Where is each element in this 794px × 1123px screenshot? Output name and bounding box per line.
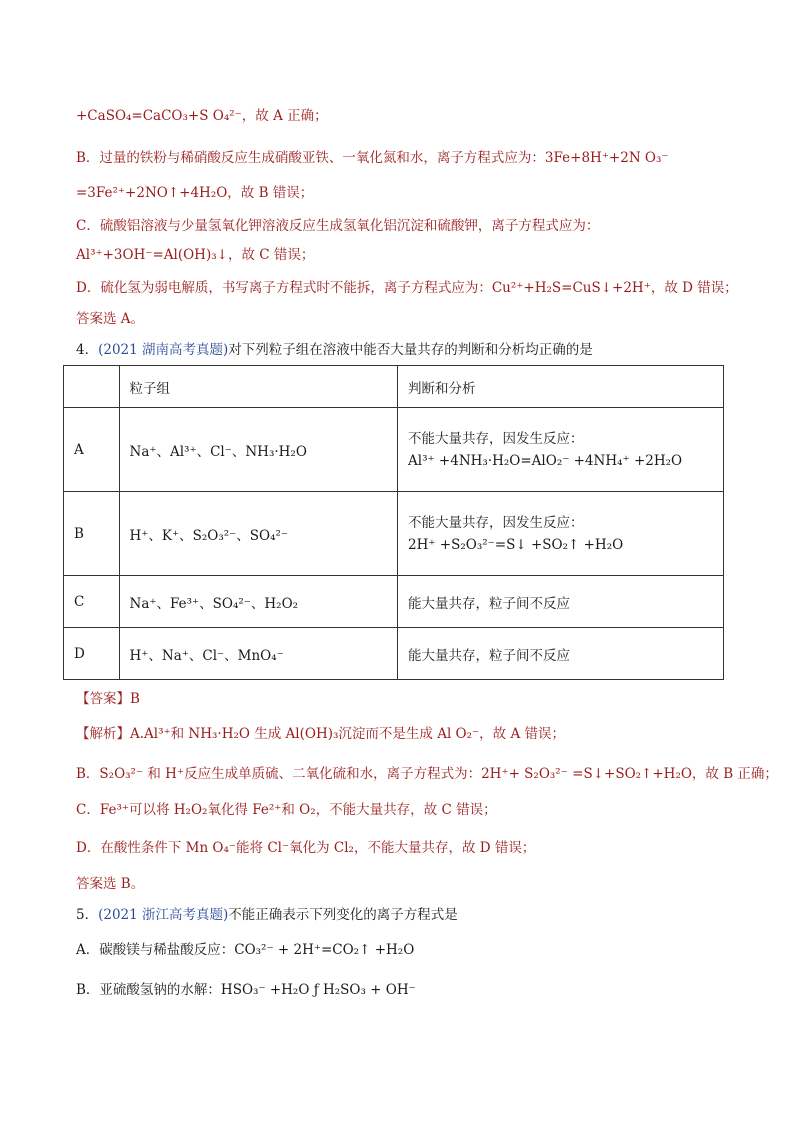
- question-text: 对下列粒子组在溶液中能否大量共存的判断和分析均正确的是: [228, 342, 593, 358]
- judgement-cell: [398, 492, 724, 576]
- answer-label: 【答案】: [76, 691, 130, 707]
- text-line-6: D．硫化氢为弱电解质，书写离子方程式时不能拆，离子方程式应为：Cu²⁺+H₂S=CuS↓+2H⁺，故 D 错误；: [76, 280, 738, 296]
- particle-group: Na⁺、Al³⁺、Cl⁻、NH₃·H₂O: [119, 408, 398, 492]
- table-header-particles: 粒子组: [119, 366, 398, 408]
- judgement-text: 不能大量共存，因发生反应：: [408, 514, 584, 531]
- analysis-a-text: A.Al³⁺和 NH₃·H₂O 生成 Al(OH)₃沉淀而不是生成 Al O₂⁻，故 A 错误；: [130, 726, 565, 742]
- q5-option-b: B．亚硫酸氢钠的水解：HSO₃⁻ +H₂O ƒ H₂SO₃ + OH⁻: [76, 982, 416, 998]
- table-header-empty: [64, 366, 120, 408]
- table-header-judgement: 判断和分析: [398, 366, 724, 408]
- text-line-3: =3Fe²⁺+2NO↑+4H₂O，故 B 错误；: [76, 185, 314, 201]
- question-4-stem: [76, 340, 593, 360]
- answer-value: B: [130, 691, 140, 707]
- analysis-d: D．在酸性条件下 Mn O₄⁻能将 Cl⁻氧化为 Cl₂，不能大量共存，故 D 错误；: [76, 840, 536, 856]
- analysis-c: C．Fe³⁺可以将 H₂O₂氧化得 Fe²⁺和 O₂，不能大量共存，故 C 错误；: [76, 802, 497, 818]
- text-line-7: 答案选 A。: [76, 311, 145, 327]
- table-row: [64, 628, 724, 680]
- reaction-equation: Al³⁺ +4NH₃·H₂O=AlO₂⁻ +4NH₄⁺ +2H₂O: [408, 452, 683, 469]
- question-number: 4．: [76, 342, 99, 358]
- text-line-1: +CaSO₄=CaCO₃+S O₄²⁻，故 A 正确；: [76, 108, 328, 124]
- particle-table: [63, 365, 724, 680]
- option-label: B: [64, 492, 120, 576]
- text-line-4: C．硫酸铝溶液与少量氢氧化钾溶液反应生成氢氧化铝沉淀和硫酸钾，离子方程式应为：: [76, 218, 600, 234]
- text-line-5: Al³⁺+3OH⁻=Al(OH)₃↓，故 C 错误；: [76, 247, 315, 263]
- particle-group: H⁺、Na⁺、Cl⁻、MnO₄⁻: [119, 628, 398, 680]
- option-label: D: [64, 628, 120, 680]
- question-5-stem: [76, 905, 458, 925]
- table-row: [64, 492, 724, 576]
- option-label: A: [64, 408, 120, 492]
- table-header-row: [64, 366, 724, 408]
- reaction-equation: 2H⁺ +S₂O₃²⁻=S↓ +SO₂↑ +H₂O: [408, 536, 624, 553]
- analysis-label: 【解析】: [76, 726, 130, 742]
- judgement-text: 能大量共存，粒子间不反应: [398, 576, 724, 628]
- question-source: (2021 浙江高考真题): [98, 907, 229, 923]
- judgement-text: 能大量共存，粒子间不反应: [398, 628, 724, 680]
- particle-group: Na⁺、Fe³⁺、SO₄²⁻、H₂O₂: [119, 576, 398, 628]
- analysis-a: [76, 724, 565, 744]
- table-row: [64, 576, 724, 628]
- question-number: 5．: [76, 907, 99, 923]
- judgement-cell: [398, 408, 724, 492]
- option-label: C: [64, 576, 120, 628]
- analysis-conclusion: 答案选 B。: [76, 876, 145, 892]
- text-line-2: B．过量的铁粉与稀硝酸反应生成硝酸亚铁、一氧化氮和水，离子方程式应为：3Fe+8H⁺+2N O₃⁻: [76, 150, 669, 166]
- analysis-b: B．S₂O₃²⁻ 和 H⁺反应生成单质硫、二氧化硫和水，离子方程式为：2H⁺+ S₂O₃²⁻ =S↓+SO₂↑+H₂O，故 B 正确；: [76, 766, 778, 782]
- answer-line: [76, 689, 140, 709]
- particle-group: H⁺、K⁺、S₂O₃²⁻、SO₄²⁻: [119, 492, 398, 576]
- judgement-text: 不能大量共存，因发生反应：: [408, 430, 584, 447]
- question-text: 不能正确表示下列变化的离子方程式是: [228, 907, 458, 923]
- q5-option-a: A．碳酸镁与稀盐酸反应：CO₃²⁻ + 2H⁺=CO₂↑ +H₂O: [76, 942, 415, 958]
- table-row: [64, 408, 724, 492]
- question-source: (2021 湖南高考真题): [98, 342, 229, 358]
